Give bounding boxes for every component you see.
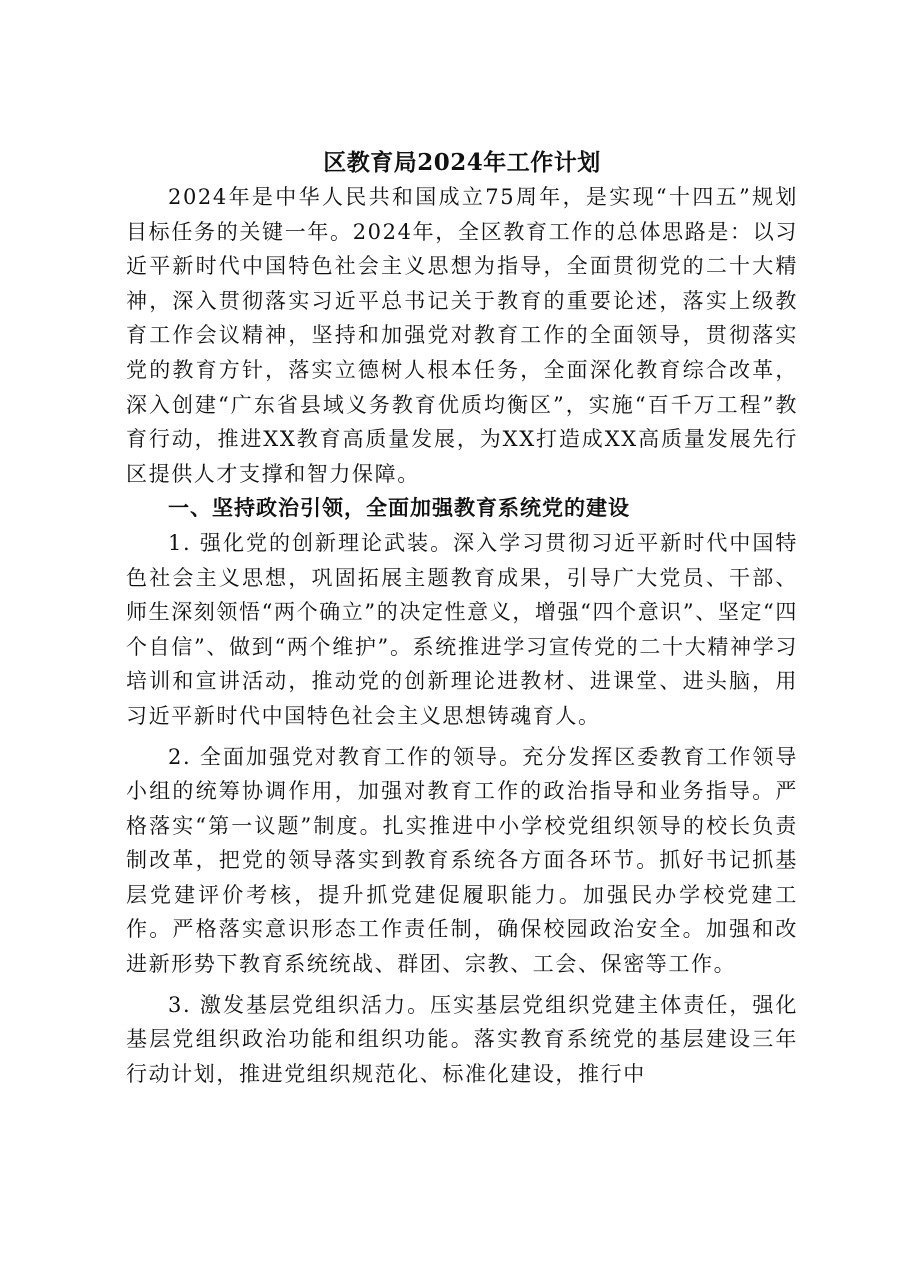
document-body <box>126 146 798 1091</box>
document-title: 区教育局2024年工作计划 <box>323 149 601 176</box>
item-paragraph-3: 3. 激发基层党组织活力。压实基层党组织党建主体责任，强化基层党组织政治功能和组织功能。落实教育系统党的基层建设三年行动计划，推进党组织规范化、标准化建设，推行中 <box>126 992 798 1086</box>
item-paragraph-1: 1. 强化党的创新理论武装。深入学习贯彻习近平新时代中国特色社会主义思想，巩固拓展主题教育成果，引导广大党员、干部、师生深刻领悟“两个确立”的决定性意义，增强“四个意识”、坚定“四个自信”、做到“两个维护”。系统推进学习宣传党的二十大精神学习培训和宣讲活动，推动党的创新理论进教材、进课堂、进头脑，用习近平新时代中国特色社会主义思想铸魂育人。 <box>126 530 798 728</box>
item-paragraph-2: 2. 全面加强党对教育工作的领导。充分发挥区委教育工作领导小组的统筹协调作用，加强对教育工作的政治指导和业务指导。严格落实“第一议题”制度。扎实推进中小学校党组织领导的校长负责制改革，把党的领导落实到教育系统各方面各环节。抓好书记抓基层党建评价考核，提升抓党建促履职能力。加强民办学校党建工作。严格落实意识形态工作责任制，确保校园政治安全。加强和改进新形势下教育系统统战、群团、宗教、工会、保密等工作。 <box>126 744 798 977</box>
intro-paragraph: 2024年是中华人民共和国成立75周年，是实现“十四五”规划目标任务的关键一年。2024年，全区教育工作的总体思路是：以习近平新时代中国特色社会主义思想为指导，全面贯彻党的二十大精神，深入贯彻落实习近平总书记关于教育的重要论述，落实上级教育工作会议精神，坚持和加强党对教育工作的全面领导，贯彻落实党的教育方针，落实立德树人根本任务，全面深化教育综合改革，深入创建“广东省县域义务教育优质均衡区”，实施“百千万工程”教育行动，推进XX教育高质量发展，为XX打造成XX高质量发展先行区提供人才支撑和智力保障。 <box>126 185 798 486</box>
section-heading-1: 一、坚持政治引领，全面加强教育系统党的建设 <box>168 496 630 521</box>
